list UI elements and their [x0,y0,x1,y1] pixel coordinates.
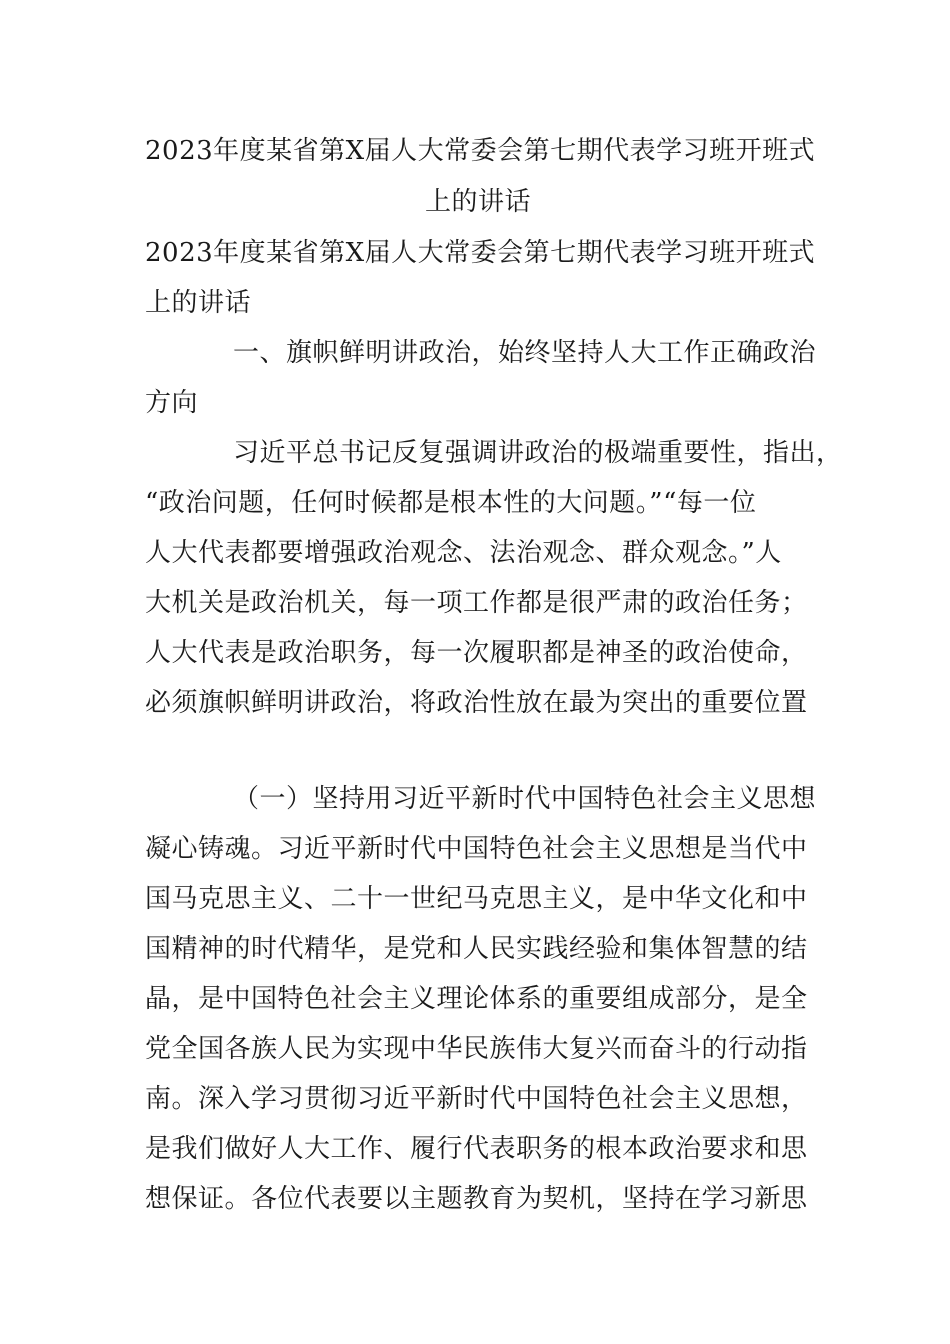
paragraph-2-line: 想保证。各位代表要以主题教育为契机，坚持在学习新思 [145,1184,808,1214]
paragraph-2-line: 国精神的时代精华，是党和人民实践经验和集体智慧的结 [145,934,808,964]
paragraph-1-line: 必须旗帜鲜明讲政治，将政治性放在最为突出的重要位置 [145,688,808,718]
paragraph-2-line: 是我们做好人大工作、履行代表职务的根本政治要求和思 [145,1134,808,1164]
paragraph-2-line: （一）坚持用习近平新时代中国特色社会主义思想 [233,784,817,814]
paragraph-1-line: 人大代表是政治职务，每一次履职都是神圣的政治使命， [145,638,808,668]
paragraph-2-line: 晶，是中国特色社会主义理论体系的重要组成部分，是全 [145,984,808,1014]
paragraph-2-line: 国马克思主义、二十一世纪马克思主义，是中华文化和中 [145,884,808,914]
paragraph-2-line: 凝心铸魂。习近平新时代中国特色社会主义思想是当代中 [145,834,808,864]
paragraph-1-line: 大机关是政治机关，每一项工作都是很严肃的政治任务； [145,588,808,618]
document-title-line-2: 上的讲话 [425,187,532,217]
section-heading-line-2: 方向 [145,388,199,418]
paragraph-1-line: 习近平总书记反复强调讲政治的极端重要性，指出， [233,438,843,468]
section-heading-line-1: 一、旗帜鲜明讲政治，始终坚持人大工作正确政治 [233,338,817,368]
document-subtitle-line-1: 2023年度某省第X届人大常委会第七期代表学习班开班式 [145,238,816,268]
paragraph-1-line: “政治问题，任何时候都是根本性的大问题。”“每一位 [145,488,757,518]
paragraph-1-line: 人大代表都要增强政治观念、法治观念、群众观念。”人 [145,538,782,568]
document-subtitle-line-2: 上的讲话 [145,288,252,318]
paragraph-2-line: 南。深入学习贯彻习近平新时代中国特色社会主义思想， [145,1084,808,1114]
paragraph-2-line: 党全国各族人民为实现中华民族伟大复兴而奋斗的行动指 [145,1034,808,1064]
document-title-line-1: 2023年度某省第X届人大常委会第七期代表学习班开班式 [145,136,816,166]
